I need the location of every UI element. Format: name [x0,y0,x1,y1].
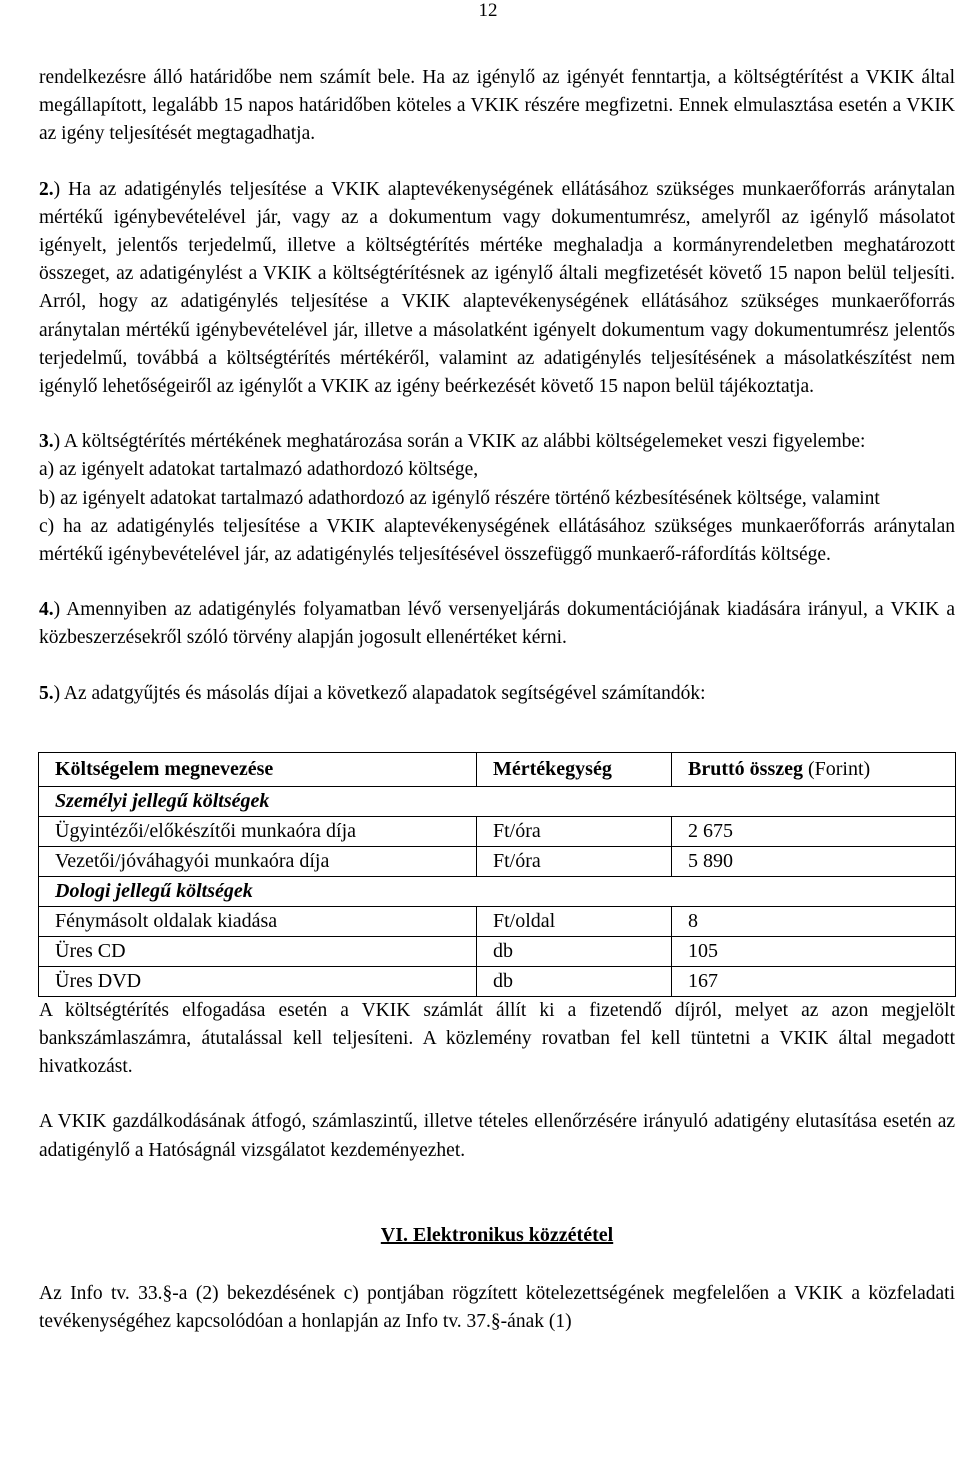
table-row [39,816,956,846]
intro-paragraph: rendelkezésre álló határidőbe nem számít bele. Ha az igénylő az igényét fenntartja, a költségtérítést a VKIK által megállapított, legalább 15 napos határidőben köteles a VKIK részére megfizetni. Ennek elmulasztása esetén a VKIK az igény teljesítését megtagadhatja. [39,67,955,145]
table-section-row [39,876,956,906]
point-5-paragraph [39,680,955,708]
table-cell: Ft/oldal [477,906,672,936]
table-row [39,846,956,876]
point-3-text: ) A költségtérítés mértékének meghatározása során a VKIK az alábbi költségelemeket veszi figyelembe: [53,431,866,453]
table-header-cell: Költségelem megnevezése [39,752,477,786]
header-amount-label: Bruttó összeg [688,757,803,780]
point-4-paragraph [39,596,955,652]
table-cell: db [477,966,672,996]
cost-table [38,752,956,997]
point-3-item-b: b) az igényelt adatokat tartalmazó adathordozó az igénylő részére történő kézbesítésének költsége, valamint [39,487,880,509]
table-row [39,906,956,936]
table-cell: Fénymásolt oldalak kiadása [39,906,477,936]
section-title: Dologi jellegű költségek [39,876,956,906]
table-section-row [39,786,956,816]
table-header-cell [672,752,956,786]
section-title: Személyi jellegű költségek [39,786,956,816]
point-3-paragraph [39,428,955,456]
page-number: 12 [478,0,498,21]
audit-paragraph: A VKIK gazdálkodásának átfogó, számlaszintű, illetve tételes ellenőrzésére irányuló adatigény elutasítása esetén az adatigénylő a Hatóságnál vizsgálatot kezdeményezhet. [39,1111,955,1161]
table-cell: 167 [672,966,956,996]
table-cell: db [477,936,672,966]
point-5-text: ) Az adatgyűjtés és másolás díjai a következő alapadatok segítségével számítandók: [53,682,706,704]
point-2-text: ) Ha az adatigénylés teljesítése a VKIK alaptevékenységének ellátásához szükséges munkaerőforrás aránytalan mértékű igénybevételével jár, vagy az a dokumentum vagy dokumentumrész, amelyről az igénylő másolatot igényelt, jelentős terjedelmű, illetve a költségtérítés mértéke meghaladja a kormányrendeletben meghatározott összeget, az adatigénylést a VKIK a költségtérítésnek az igénylő általi megfizetését követő 15 napon belül teljesíti. Arról, hogy az adatigénylés teljesítése a VKIK alaptevékenységének ellátásához szükséges munkaerőforrás aránytalan mértékű igénybevételével jár, illetve a másolatként igényelt dokumentum vagy dokumentumrész jelentős terjedelmű, továbbá a költségtérítés mértékéről, valamint az adatigénylés teljesítésének a másolatkészítést nem igénylő lehetőségeiről az igénylőt a VKIK az igény beérkezését követő 15 napon belül tájékoztatja. [39,178,955,398]
table-cell: 8 [672,906,956,936]
point-3-number: 3. [39,431,54,453]
point-4-number: 4. [39,599,54,621]
final-paragraph: Az Info tv. 33.§-a (2) bekezdésének c) pontjában rögzített kötelezettségének megfelelően a VKIK a közfeladati tevékenységéhez kapcsolódóan a honlapján az Info tv. 37.§-ának (1) [39,1282,955,1333]
table-cell: Üres CD [39,936,477,966]
point-2-number: 2. [39,178,54,200]
table-header-cell: Mértékegység [477,752,672,786]
point-2-paragraph [39,176,955,402]
point-3-item-c: c) ha az adatigénylés teljesítése a VKIK alaptevékenységének ellátásához szükséges munkaerőforrás aránytalan mértékű igénybevételével jár, az adatigénylés teljesítésével összefüggő munkaerő-ráfordítás költsége. [39,515,955,566]
table-row [39,936,956,966]
table-header-row [39,752,956,786]
document-body [39,64,955,1336]
table-cell: 2 675 [672,816,956,846]
table-cell: Ft/óra [477,846,672,876]
point-3-item-a: a) az igényelt adatokat tartalmazó adathordozó költsége, [39,459,479,481]
header-unit-note: (Forint) [802,757,871,780]
payment-paragraph: A költségtérítés elfogadása esetén a VKIK számlát állít ki a fizetendő díjról, melyet az azon megjelölt bankszámlaszámra, átutalással kell teljesíteni. A közlemény rovatban fel kell tüntetni a VKIK által megadott hivatkozást. [39,999,955,1078]
table-cell: Vezetői/jóváhagyói munkaóra díja [39,846,477,876]
table-cell: 105 [672,936,956,966]
table-cell: Ügyintézői/előkészítői munkaóra díja [39,816,477,846]
table-cell: Üres DVD [39,966,477,996]
section-heading: VI. Elektronikus közzététel [380,1223,614,1246]
table-row [39,966,956,996]
table-cell: 5 890 [672,846,956,876]
point-5-number: 5. [39,682,54,704]
table-cell: Ft/óra [477,816,672,846]
point-4-text: ) Amennyiben az adatigénylés folyamatban lévő versenyeljárás dokumentációjának kiadására irányul, a VKIK a közbeszerzésekről szóló törvény alapján jogosult ellenértéket kérni. [39,599,955,649]
